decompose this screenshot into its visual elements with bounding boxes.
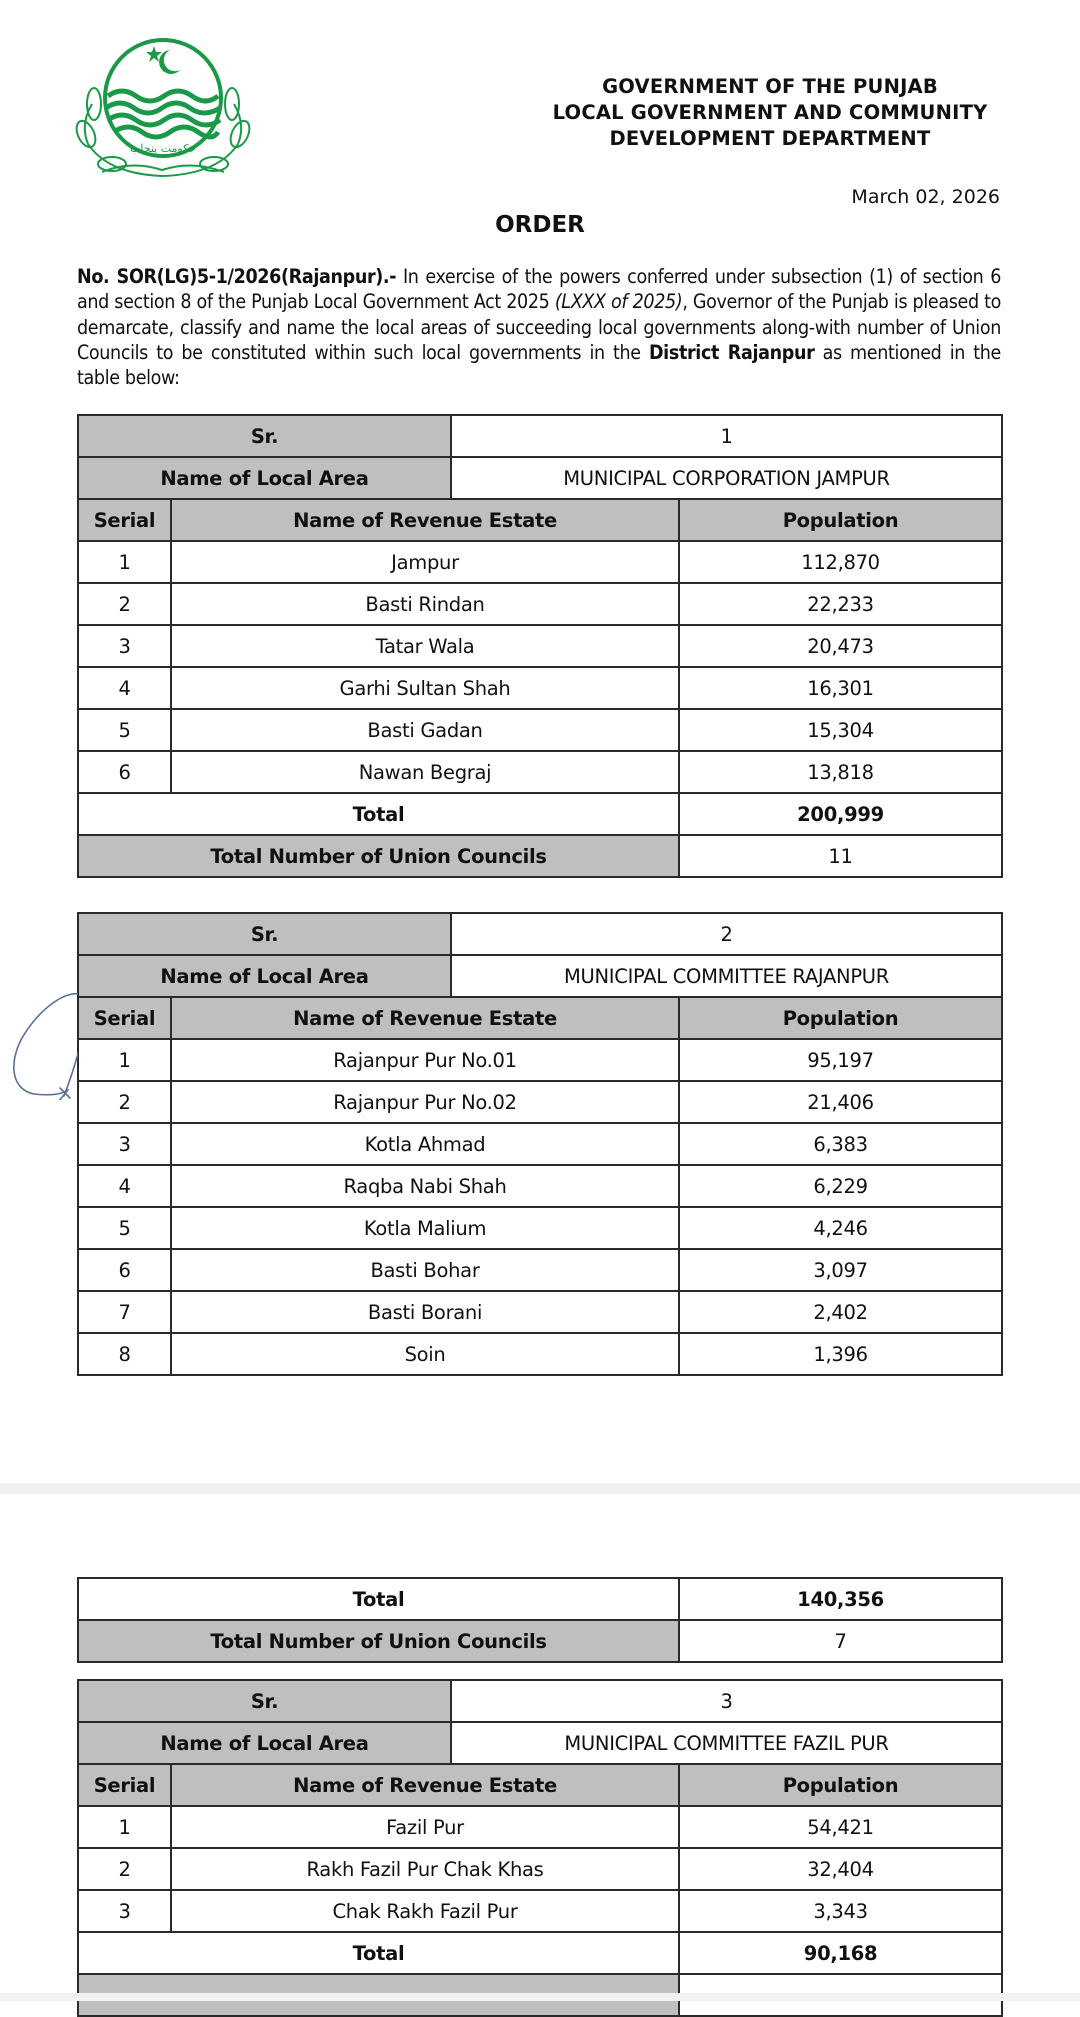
svg-text:حکومت پنجاب: حکومت پنجاب <box>130 142 196 155</box>
table-row <box>78 667 1002 709</box>
table-row <box>78 1890 1002 1932</box>
table-row-local-area <box>78 1722 1002 1764</box>
pen-annotation-mark <box>8 990 78 1100</box>
serial-cell: 8 <box>78 1333 171 1375</box>
viewer-bottom-edge <box>0 1993 1080 2001</box>
population-cell: 22,233 <box>679 583 1002 625</box>
serial-cell: 6 <box>78 751 171 793</box>
local-area-table-3 <box>77 1679 1003 2017</box>
estate-cell: Basti Borani <box>171 1291 679 1333</box>
sr-label: Sr. <box>78 913 451 955</box>
table-row-local-area <box>78 457 1002 499</box>
punjab-government-emblem-icon <box>72 34 258 186</box>
local-area-table-1 <box>77 414 1003 878</box>
union-councils-row <box>78 1620 1002 1662</box>
column-header-population: Population <box>679 997 1002 1039</box>
page-separator <box>0 1483 1080 1494</box>
table-row <box>78 1039 1002 1081</box>
column-header-serial: Serial <box>78 1764 171 1806</box>
sr-label: Sr. <box>78 1680 451 1722</box>
serial-cell: 1 <box>78 1039 171 1081</box>
header-line-department-2: DEVELOPMENT DEPARTMENT <box>609 127 931 150</box>
population-cell: 95,197 <box>679 1039 1002 1081</box>
total-row <box>78 1578 1002 1620</box>
act-reference: (LXXX of 2025) <box>554 290 683 314</box>
serial-cell: 2 <box>78 1848 171 1890</box>
population-cell: 54,421 <box>679 1806 1002 1848</box>
local-area-value: MUNICIPAL COMMITTEE FAZIL PUR <box>451 1722 1002 1764</box>
population-cell: 13,818 <box>679 751 1002 793</box>
union-councils-row <box>78 835 1002 877</box>
serial-cell: 2 <box>78 1081 171 1123</box>
table-row <box>78 625 1002 667</box>
population-cell: 20,473 <box>679 625 1002 667</box>
local-area-label: Name of Local Area <box>78 1722 451 1764</box>
population-cell: 6,229 <box>679 1165 1002 1207</box>
total-value: 140,356 <box>679 1578 1002 1620</box>
serial-cell: 3 <box>78 625 171 667</box>
serial-cell: 5 <box>78 709 171 751</box>
population-cell: 4,246 <box>679 1207 1002 1249</box>
total-value: 200,999 <box>679 793 1002 835</box>
estate-cell: Fazil Pur <box>171 1806 679 1848</box>
estate-cell: Basti Rindan <box>171 583 679 625</box>
header-line-department: LOCAL GOVERNMENT AND COMMUNITY <box>552 101 988 124</box>
sr-value: 3 <box>451 1680 1002 1722</box>
total-label: Total <box>78 1932 679 1974</box>
union-councils-value: 11 <box>679 835 1002 877</box>
estate-cell: Raqba Nabi Shah <box>171 1165 679 1207</box>
union-councils-value: 7 <box>679 1620 1002 1662</box>
serial-cell: 4 <box>78 1165 171 1207</box>
total-value: 90,168 <box>679 1932 1002 1974</box>
population-cell: 2,402 <box>679 1291 1002 1333</box>
paragraph-text: In exercise of the powers conferred under subsection (1) of section 6 and section 8 of the Punjab Local Government Act 2025 <box>77 265 1001 314</box>
column-header-revenue-estate: Name of Revenue Estate <box>171 1764 679 1806</box>
table-row <box>78 1207 1002 1249</box>
local-area-value: MUNICIPAL CORPORATION JAMPUR <box>451 457 1002 499</box>
estate-cell: Chak Rakh Fazil Pur <box>171 1890 679 1932</box>
column-header-serial: Serial <box>78 997 171 1039</box>
column-header-serial: Serial <box>78 499 171 541</box>
estate-cell: Garhi Sultan Shah <box>171 667 679 709</box>
sr-value: 1 <box>451 415 1002 457</box>
estate-cell: Nawan Begraj <box>171 751 679 793</box>
order-reference-number: No. SOR(LG)5-1/2026(Rajanpur).- <box>77 265 397 288</box>
order-date: March 02, 2026 <box>851 186 1000 208</box>
local-area-table-2 <box>77 912 1003 1376</box>
sr-value: 2 <box>451 913 1002 955</box>
population-cell: 6,383 <box>679 1123 1002 1165</box>
population-cell: 3,097 <box>679 1249 1002 1291</box>
estate-cell: Tatar Wala <box>171 625 679 667</box>
population-cell: 3,343 <box>679 1890 1002 1932</box>
estate-cell: Rakh Fazil Pur Chak Khas <box>171 1848 679 1890</box>
total-row <box>78 1932 1002 1974</box>
header-line-government: GOVERNMENT OF THE PUNJAB <box>602 75 938 98</box>
estate-cell: Rajanpur Pur No.01 <box>171 1039 679 1081</box>
sr-label: Sr. <box>78 415 451 457</box>
total-label: Total <box>78 793 679 835</box>
table-row-sr <box>78 913 1002 955</box>
estate-cell: Basti Bohar <box>171 1249 679 1291</box>
order-paragraph <box>77 264 1001 390</box>
table-row <box>78 1165 1002 1207</box>
union-councils-label: Total Number of Union Councils <box>78 835 679 877</box>
serial-cell: 1 <box>78 541 171 583</box>
column-header-revenue-estate: Name of Revenue Estate <box>171 499 679 541</box>
paragraph-text: , Governor of the Punjab is pleased to demarcate, classify and name the local areas of succeeding local governments along-with number of Union Councils to be constituted within such local governments in the <box>77 290 1001 364</box>
serial-cell: 1 <box>78 1806 171 1848</box>
table-row <box>78 751 1002 793</box>
estate-cell: Soin <box>171 1333 679 1375</box>
population-cell: 15,304 <box>679 709 1002 751</box>
table-row-local-area <box>78 955 1002 997</box>
total-label: Total <box>78 1578 679 1620</box>
local-area-label: Name of Local Area <box>78 457 451 499</box>
page-title: ORDER <box>495 212 585 238</box>
population-cell: 112,870 <box>679 541 1002 583</box>
serial-cell: 3 <box>78 1890 171 1932</box>
serial-cell: 4 <box>78 667 171 709</box>
column-header-population: Population <box>679 499 1002 541</box>
table-header-row <box>78 1764 1002 1806</box>
table-header-row <box>78 499 1002 541</box>
estate-cell: Basti Gadan <box>171 709 679 751</box>
estate-cell: Kotla Malium <box>171 1207 679 1249</box>
estate-cell: Rajanpur Pur No.02 <box>171 1081 679 1123</box>
table-row-sr <box>78 415 1002 457</box>
population-cell: 21,406 <box>679 1081 1002 1123</box>
table-row <box>78 1291 1002 1333</box>
table-row <box>78 1333 1002 1375</box>
district-name: District Rajanpur <box>648 340 815 364</box>
table-row <box>78 709 1002 751</box>
department-header <box>545 74 995 152</box>
table-row <box>78 1806 1002 1848</box>
population-cell: 1,396 <box>679 1333 1002 1375</box>
table-row-sr <box>78 1680 1002 1722</box>
column-header-population: Population <box>679 1764 1002 1806</box>
column-header-revenue-estate: Name of Revenue Estate <box>171 997 679 1039</box>
union-councils-label: Total Number of Union Councils <box>78 1620 679 1662</box>
local-area-label: Name of Local Area <box>78 955 451 997</box>
serial-cell: 2 <box>78 583 171 625</box>
population-cell: 16,301 <box>679 667 1002 709</box>
table-row <box>78 1081 1002 1123</box>
paragraph-text: as mentioned in the table below: <box>77 340 1001 390</box>
table-header-row <box>78 997 1002 1039</box>
table-row <box>78 1249 1002 1291</box>
table-row <box>78 541 1002 583</box>
local-area-value: MUNICIPAL COMMITTEE RAJANPUR <box>451 955 1002 997</box>
population-cell: 32,404 <box>679 1848 1002 1890</box>
table-row <box>78 583 1002 625</box>
serial-cell: 6 <box>78 1249 171 1291</box>
estate-cell: Jampur <box>171 541 679 583</box>
estate-cell: Kotla Ahmad <box>171 1123 679 1165</box>
serial-cell: 5 <box>78 1207 171 1249</box>
serial-cell: 3 <box>78 1123 171 1165</box>
local-area-table-2-continued <box>77 1577 1003 1663</box>
serial-cell: 7 <box>78 1291 171 1333</box>
table-row <box>78 1123 1002 1165</box>
table-row <box>78 1848 1002 1890</box>
total-row <box>78 793 1002 835</box>
